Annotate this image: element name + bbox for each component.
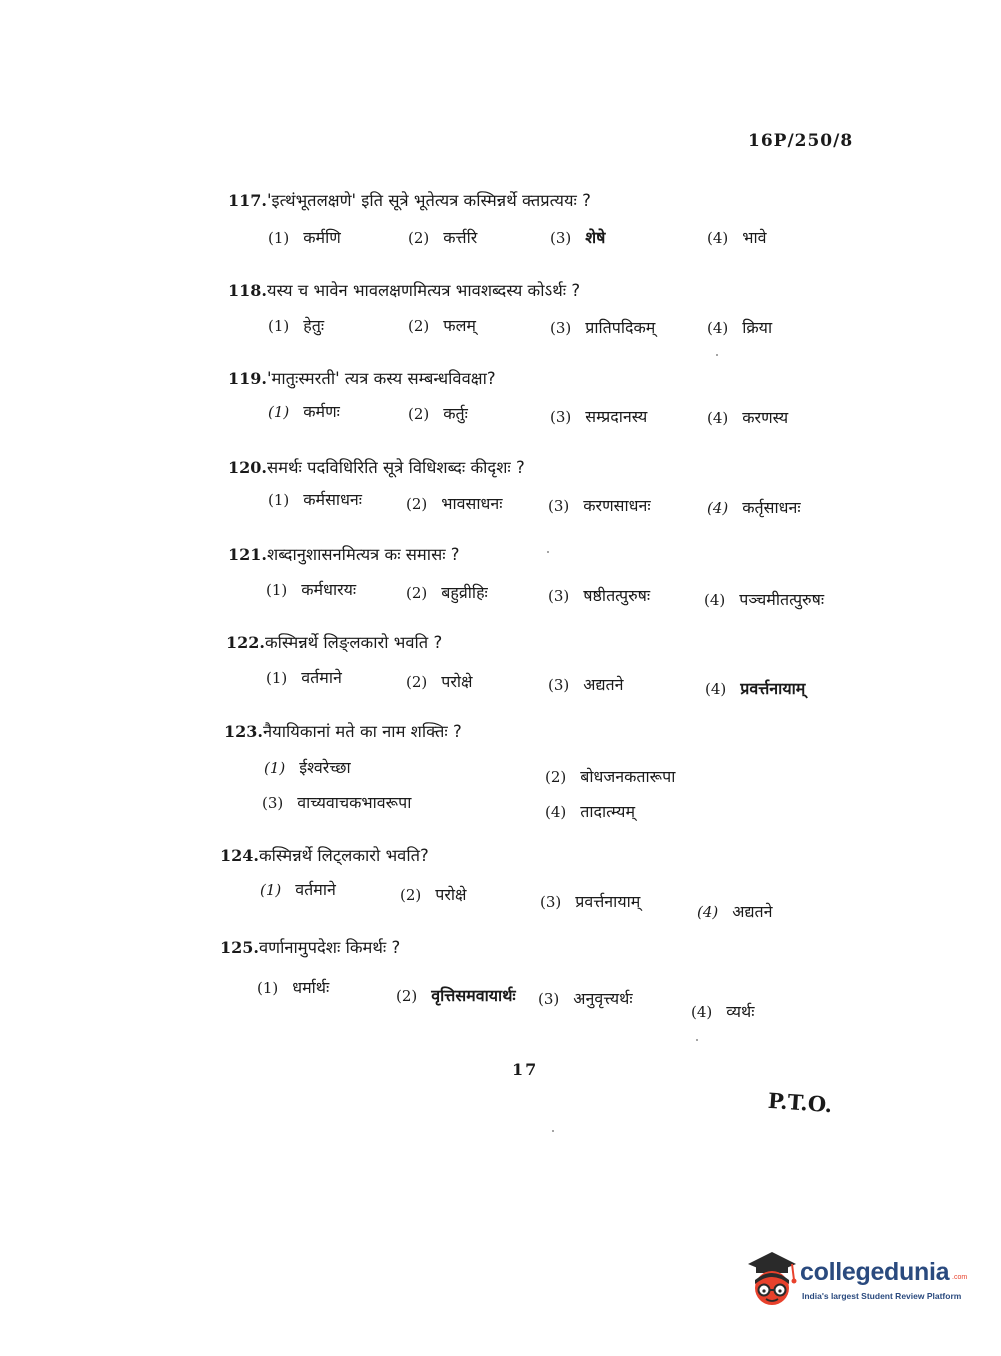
option-119-4: (4) करणस्य: [707, 408, 789, 427]
question-120: 120.समर्थः पदविधिरिति सूत्रे विधिशब्दः कीदृशः ?: [228, 458, 525, 477]
brand-name: collegedunia: [800, 1258, 950, 1286]
option-124-2: (2) परोक्षे: [400, 885, 467, 904]
option-121-4: (4) पञ्चमीतत्पुरुषः: [704, 590, 825, 609]
option-124-4: (4) अद्यतने: [697, 902, 773, 921]
option-121-3: (3) षष्ठीतत्पुरुषः: [548, 586, 651, 605]
option-125-3: (3) अनुवृत्त्यर्थः: [538, 989, 633, 1008]
option-117-2: (2) कर्त्तरि: [408, 228, 478, 247]
option-124-3: (3) प्रवर्त्तनायाम्: [540, 892, 641, 911]
option-122-4: (4) प्रवर्त्तनायाम्: [705, 679, 806, 698]
option-118-1: (1) हेतुः: [268, 316, 325, 335]
scan-speck: [716, 354, 718, 356]
page-number: 17: [512, 1060, 539, 1079]
option-118-3: (3) प्रातिपदिकम्: [550, 318, 656, 337]
option-119-3: (3) सम्प्रदानस्य: [550, 407, 648, 426]
question-118: 118.यस्य च भावेन भावलक्षणमित्यत्र भावशब्दस्य कोऽर्थः ?: [228, 281, 581, 300]
option-123-1: (1) ईश्वरेच्छा: [264, 758, 351, 777]
question-text: 'इत्थंभूतलक्षणे' इति सूत्रे भूतेत्यत्र कस्मिन्नर्थे क्तप्रत्ययः ?: [266, 191, 591, 210]
option-118-2: (2) फलम्: [408, 316, 477, 335]
option-120-4: (4) कर्तृसाधनः: [707, 498, 801, 517]
option-122-3: (3) अद्यतने: [548, 675, 624, 694]
option-120-1: (1) कर्मसाधनः: [268, 490, 363, 509]
option-119-2: (2) कर्तुः: [408, 404, 468, 423]
brand-tagline: India's largest Student Review Platform: [802, 1291, 962, 1301]
option-123-4: (4) तादात्म्यम्: [545, 802, 636, 821]
scan-speck: [552, 1130, 554, 1132]
collegedunia-logo: [742, 1250, 968, 1310]
question-121: 121.शब्दानुशासनमित्यत्र कः समासः ?: [228, 545, 460, 564]
option-121-2: (2) बहुव्रीहिः: [406, 583, 488, 602]
question-123: 123.नैयायिकानां मते का नाम शक्तिः ?: [224, 722, 462, 741]
option-124-1: (1) वर्तमाने: [260, 880, 336, 899]
pto-label: P.T.O.: [767, 1087, 834, 1118]
option-120-2: (2) भावसाधनः: [406, 494, 503, 513]
option-119-1: (1) कर्मणः: [268, 402, 340, 421]
option-123-3: (3) वाच्यवाचकभावरूपा: [262, 793, 412, 812]
option-117-1: (1) कर्मणि: [268, 228, 341, 247]
option-125-2: (2) वृत्तिसमवायार्थः: [396, 986, 516, 1005]
option-125-1: (1) धर्मार्थः: [257, 978, 330, 997]
scan-speck: [696, 1039, 698, 1041]
option-121-1: (1) कर्मधारयः: [266, 580, 357, 599]
option-117-3: (3) शेषे: [550, 228, 606, 247]
option-117-4: (4) भावे: [707, 228, 767, 247]
paper-code: 16P/250/8: [748, 131, 854, 151]
option-122-1: (1) वर्तमाने: [266, 668, 342, 687]
option-123-2: (2) बोधजनकतारूपा: [545, 767, 676, 786]
option-122-2: (2) परोक्षे: [406, 672, 473, 691]
option-120-3: (3) करणसाधनः: [548, 496, 651, 515]
scan-speck: [547, 551, 549, 553]
option-125-4: (4) व्यर्थः: [691, 1002, 755, 1021]
mascot-icon: [742, 1250, 800, 1310]
option-118-4: (4) क्रिया: [707, 318, 773, 337]
question-122: 122.कस्मिन्नर्थे लिङ्लकारो भवति ?: [226, 633, 443, 652]
question-117: [228, 188, 591, 211]
question-number: 117.: [228, 191, 267, 210]
brand-dotcom: .com: [952, 1274, 968, 1281]
question-124: 124.कस्मिन्नर्थे लिट्लकारो भवति?: [220, 846, 429, 865]
question-119: 119.'मातुःस्मरती' त्यत्र कस्य सम्बन्धविवक्षा?: [228, 369, 496, 388]
question-125: 125.वर्णानामुपदेशः किमर्थः ?: [220, 938, 401, 957]
